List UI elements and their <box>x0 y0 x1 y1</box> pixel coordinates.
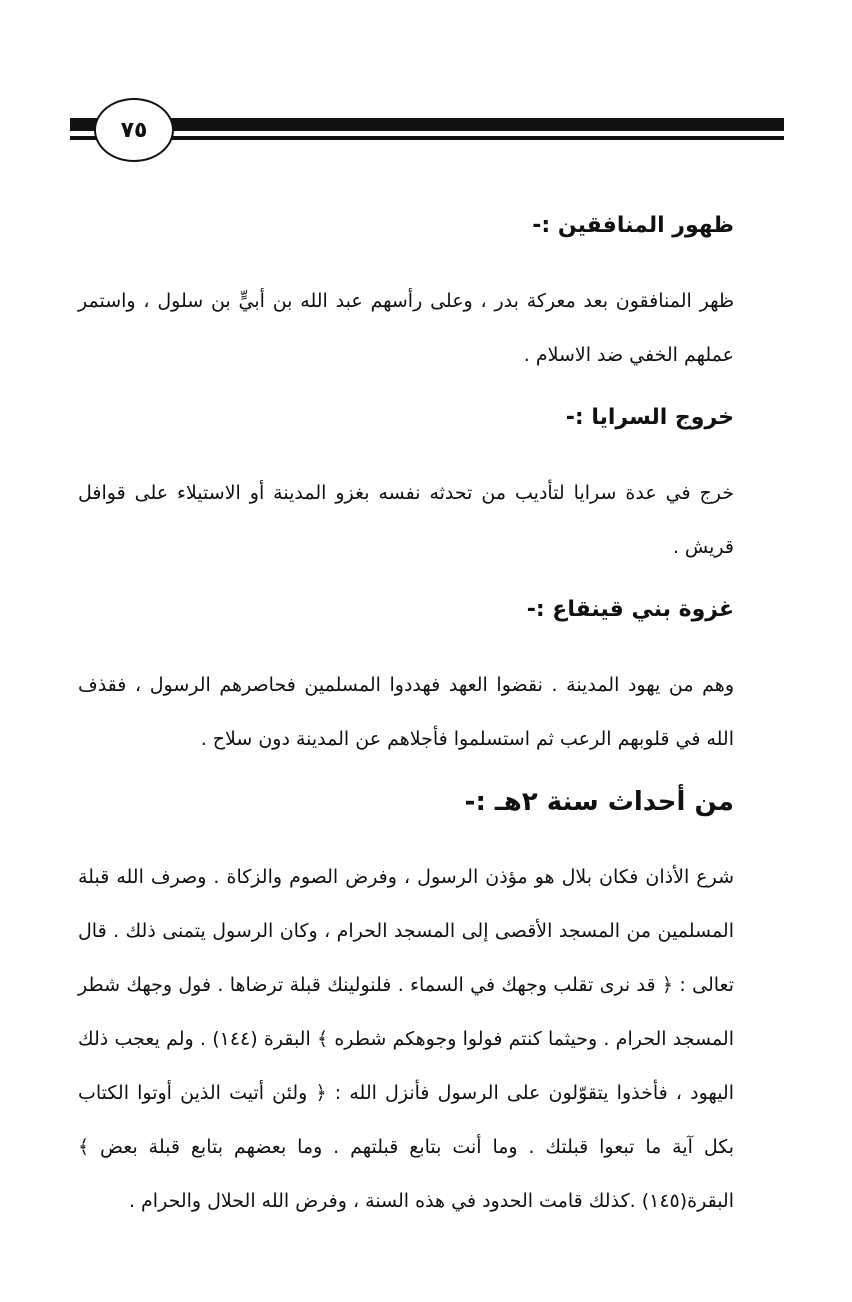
page-number-badge <box>94 98 174 162</box>
header-rule-thin <box>70 136 784 140</box>
section-body-expeditions: خرج في عدة سرايا لتأديب من تحدثه نفسه بغزو المدينة أو الاستيلاء على قوافل قريش . <box>78 482 734 558</box>
section-heading-hypocrites: ظهور المنافقين :- <box>532 213 734 238</box>
header-rule-thick <box>70 118 784 131</box>
section-body-hypocrites: ظهر المنافقون بعد معركة بدر ، وعلى رأسهم عبد الله بن أبيٍّ بن سلول ، واستمر عملهم الخفي ضد الاسلام . <box>78 290 734 366</box>
section-body-year-2: شرع الأذان فكان بلال هو مؤذن الرسول ، وفرض الصوم والزكاة . وصرف الله قبلة المسلمين من المسجد الأقصى إلى المسجد الحرام ، وكان الرسول يتمنى ذلك . قال تعالى : ﴿ قد نرى تقلب وجهك في السماء . فلنولينك قبلة ترضاها . فول وجهك شطر المسجد الحرام . وحيثما كنتم فولوا وجوهكم شطره ﴾ البقرة (١٤٤) . ولم يعجب ذلك اليهود ، فأخذوا يتقوّلون على الرسول فأنزل الله : ﴿ ولئن أتيت الذين أوتوا الكتاب بكل آية ما تبعوا قبلتك . وما أنت بتابع قبلتهم . وما بعضهم بتابع قبلة بعض ﴾ البقرة(١٤٥) .كذلك قامت الحدود في هذه السنة ، وفرض الله الحلال والحرام . <box>78 866 735 1212</box>
section-heading-expeditions: خروج السرايا :- <box>565 405 734 430</box>
page-header <box>70 98 784 162</box>
section-body-qaynuqa: وهم من يهود المدينة . نقضوا العهد فهددوا المسلمين فحاصرهم الرسول ، فقذف الله في قلوبهم الرعب ثم استسلموا فأجلاهم عن المدينة دون سلاح . <box>78 674 734 750</box>
section-heading-qaynuqa: غزوة بني قينقاع :- <box>526 597 734 622</box>
page-number: ٧٥ <box>120 117 148 143</box>
section-heading-year-2: من أحداث سنة ٢هـ :- <box>464 787 734 817</box>
page-content <box>78 200 734 1238</box>
